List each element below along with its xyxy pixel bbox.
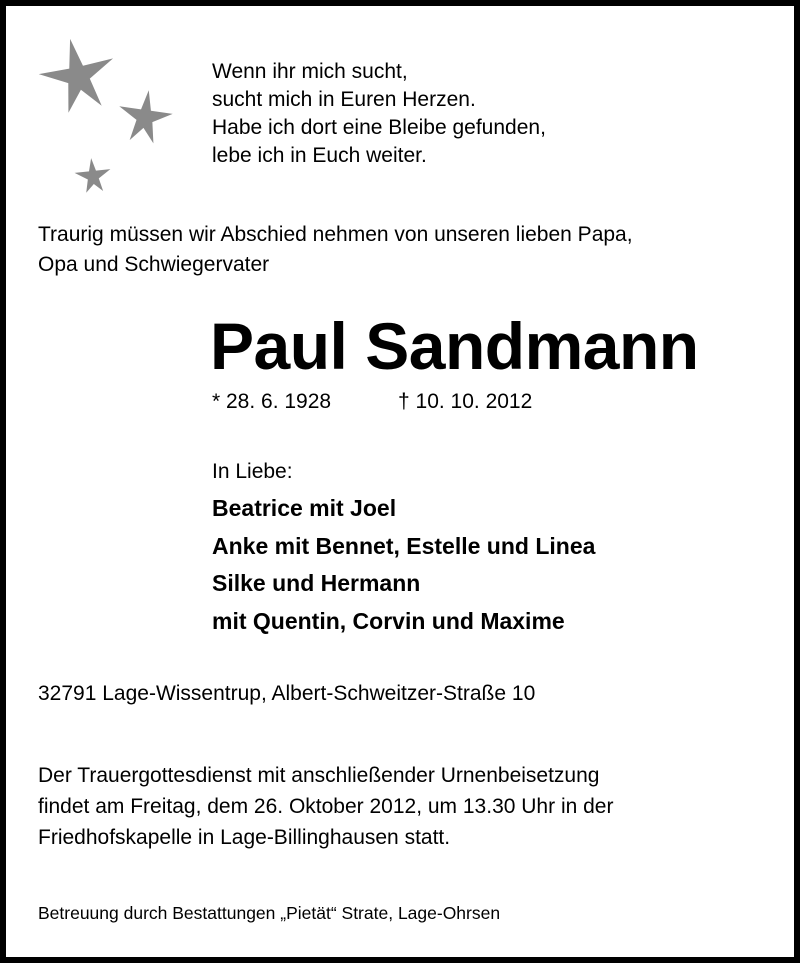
small-star-icon — [72, 156, 114, 196]
service-line: findet am Freitag, dem 26. Oktober 2012, um 13.30 Uhr in der — [38, 795, 614, 818]
mourners-label: In Liebe: — [212, 460, 293, 483]
mourner-line: Silke und Hermann — [212, 570, 421, 596]
mourner-line: Beatrice mit Joel — [212, 495, 397, 521]
medium-star-icon — [114, 88, 176, 146]
poem-line: sucht mich in Euren Herzen. — [212, 88, 476, 111]
poem-line: lebe ich in Euch weiter. — [212, 144, 427, 167]
life-dates — [212, 388, 533, 416]
service-line: Der Trauergottesdienst mit anschließender Urnenbeisetzung — [38, 764, 600, 787]
stars-decoration — [34, 34, 184, 204]
poem-line: Habe ich dort eine Bleibe gefunden, — [212, 116, 546, 139]
funeral-service-info — [38, 760, 613, 853]
intro-text — [38, 220, 633, 280]
intro-line: Opa und Schwiegervater — [38, 253, 270, 276]
intro-line: Traurig müssen wir Abschied nehmen von unseren lieben Papa, — [38, 223, 633, 246]
death-date: † 10. 10. 2012 — [398, 390, 533, 413]
poem-line: Wenn ihr mich sucht, — [212, 60, 408, 83]
family-address: 32791 Lage-Wissentrup, Albert-Schweitzer-Straße 10 — [38, 682, 536, 705]
mourners-list — [212, 490, 595, 640]
mourner-line: mit Quentin, Corvin und Maxime — [212, 607, 565, 634]
mourner-line: Anke mit Bennet, Estelle und Linea — [212, 532, 596, 559]
service-line: Friedhofskapelle in Lage-Billinghausen statt. — [38, 826, 451, 849]
deceased-name: Paul Sandmann — [210, 309, 699, 383]
poem — [212, 58, 546, 170]
birth-date: * 28. 6. 1928 — [212, 390, 332, 413]
large-star-icon — [36, 36, 120, 116]
undertaker-credit: Betreuung durch Bestattungen „Pietät“ Strate, Lage-Ohrsen — [38, 903, 501, 923]
